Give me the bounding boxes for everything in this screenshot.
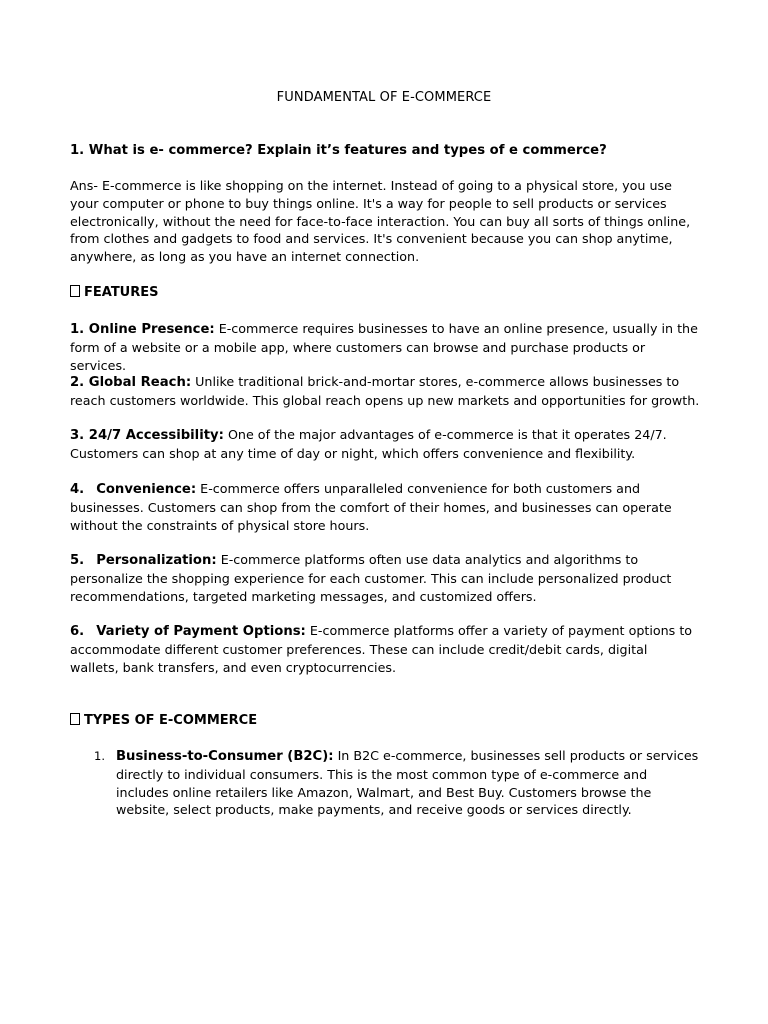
feature-text: Unlike traditional brick-and-mortar stores, e-commerce allows businesses to reach customers worldwide. This global reach opens up new markets and opportunities for growth.: [70, 374, 700, 408]
features-heading: [70, 284, 700, 302]
feature-number: 4.: [70, 482, 85, 497]
type-body: [116, 747, 700, 819]
types-heading-text: TYPES OF E-COMMERCE: [84, 713, 258, 728]
feature-item: [70, 426, 700, 463]
feature-item: [70, 551, 700, 605]
feature-text: One of the major advantages of e-commerce is that it operates 24/7. Customers can shop at any time of day or night, which offers convenience and flexibility.: [70, 427, 667, 461]
feature-label: Personalization:: [96, 553, 217, 568]
feature-text: E-commerce platforms offer a variety of payment options to accommodate different customer preferences. These can include credit/debit cards, digital wallets, bank transfers, and even cryptocurrencies.: [70, 623, 693, 675]
feature-label: Variety of Payment Options:: [96, 624, 306, 639]
feature-item: [70, 622, 700, 676]
feature-text: E-commerce offers unparalleled convenience for both customers and businesses. Customers can shop from the comfort of their homes, and businesses can operate without the constraints of physical store hours.: [70, 481, 672, 533]
feature-text: E-commerce platforms often use data analytics and algorithms to personalize the shopping experience for each customer. This can include personalized product recommendations, targeted marketing messages, and customized offers.: [70, 552, 672, 604]
feature-item: [70, 480, 700, 534]
missing-glyph-icon: [70, 713, 80, 725]
feature-label: Convenience:: [96, 482, 197, 497]
missing-glyph-icon: [70, 285, 80, 297]
feature-label: 2. Global Reach:: [70, 375, 192, 390]
question-heading: 1. What is e- commerce? Explain it’s features and types of e commerce?: [70, 143, 607, 158]
types-heading: [70, 712, 700, 730]
feature-label: 3. 24/7 Accessibility:: [70, 428, 224, 443]
type-label: Business-to-Consumer (B2C):: [116, 749, 334, 764]
type-list-item: [70, 747, 700, 819]
feature-item: [70, 373, 700, 410]
type-number: 1.: [94, 749, 105, 763]
answer-paragraph: Ans- E-commerce is like shopping on the internet. Instead of going to a physical store, you use your computer or phone to buy things online. It's a way for people to sell products or services electronically, without the need for face-to-face interaction. You can buy all sorts of things online, from clothes and gadgets to food and services. It's convenient because you can shop anytime, anywhere, as long as you have an internet connection.: [70, 178, 691, 265]
feature-label: 1. Online Presence:: [70, 322, 215, 337]
feature-text: E-commerce requires businesses to have an online presence, usually in the form of a website or a mobile app, where customers can browse and purchase products or services.: [70, 321, 698, 373]
features-heading-text: FEATURES: [84, 285, 159, 300]
feature-item: [70, 320, 700, 374]
type-text: In B2C e-commerce, businesses sell products or services directly to individual consumers. This is the most common type of e-commerce and includes online retailers like Amazon, Walmart, and Best Buy. Customers browse the website, select products, make payments, and receive goods or services directly.: [116, 748, 699, 818]
feature-number: 6.: [70, 624, 85, 639]
document-title: FUNDAMENTAL OF E-COMMERCE: [276, 90, 492, 105]
feature-number: 5.: [70, 553, 85, 568]
